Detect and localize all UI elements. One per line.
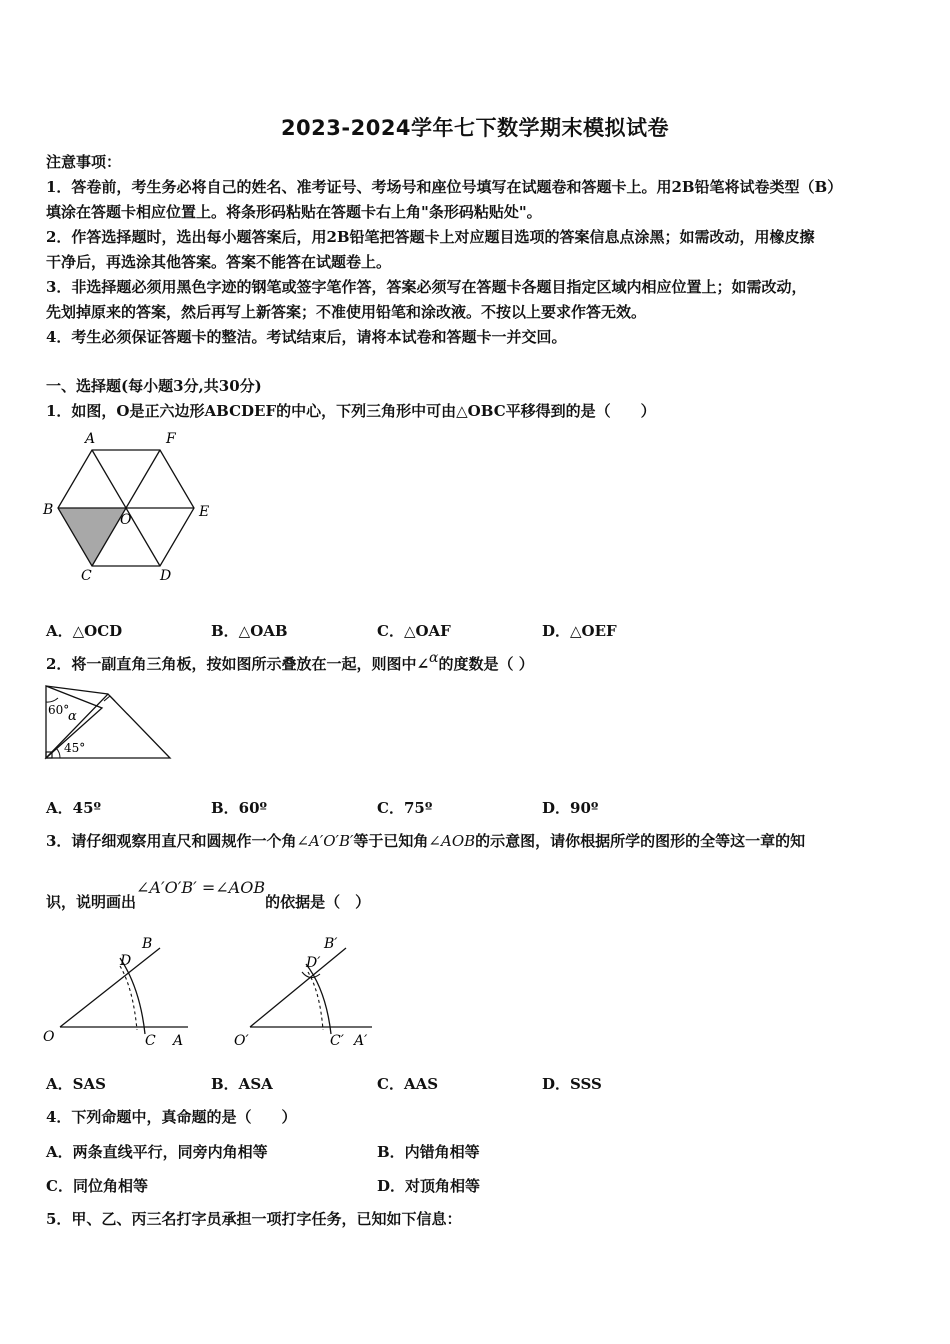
- notice-line: 3．非选择题必须用黑色字迹的钢笔或签字笔作答，答案必须写在答题卡各题目指定区域内相应位置上；如需改动，: [46, 278, 807, 296]
- notice-heading: 注意事项：: [46, 153, 122, 171]
- angle-construction-figure-right: [230, 930, 390, 1055]
- q3-stem-part: 的示意图，请你根据所学的图形的全等这一章的知: [475, 832, 806, 850]
- notice-line: 1．答卷前，考生务必将自己的姓名、准考证号、考场号和座位号填写在试题卷和答题卡上。用2B铅笔将试卷类型（B）: [46, 178, 843, 196]
- vertex-label-b: B: [43, 502, 54, 518]
- question-2-stem: [46, 650, 916, 675]
- point-label-c-prime: C′: [330, 1033, 344, 1049]
- q4-option-c[interactable]: C．同位角相等: [46, 1177, 148, 1195]
- question-3-stem-line2: [46, 878, 916, 912]
- angle-label-60: 60°: [48, 703, 70, 717]
- triangle-boards-figure: [40, 680, 180, 765]
- point-label-d: D: [120, 953, 132, 969]
- q4-option-a[interactable]: A．两条直线平行，同旁内角相等: [46, 1143, 268, 1161]
- q3-stem-part: 的依据是（ ）: [265, 893, 371, 911]
- ray-ob: [60, 948, 160, 1027]
- q3-stem-part: 3．请仔细观察用直尺和圆规作一个角: [46, 832, 297, 850]
- point-label-o: O: [43, 1029, 55, 1045]
- q3-stem-part: 识，说明画出: [46, 893, 137, 911]
- q3-angle-a-prime: ∠A′O′B′: [296, 832, 354, 850]
- point-label-d-prime: D′: [306, 955, 321, 971]
- point-label-o-prime: O′: [234, 1033, 249, 1049]
- q1-option-b[interactable]: B．△OAB: [211, 622, 288, 640]
- question-5-stem: 5．甲、乙、丙三名打字员承担一项打字任务，已知如下信息：: [46, 1210, 462, 1228]
- q4-option-d[interactable]: D．对顶角相等: [377, 1177, 481, 1195]
- notice-line: 填涂在答题卡相应位置上。将条形码粘贴在答题卡右上角"条形码粘贴处"。: [46, 203, 542, 221]
- q2-option-d[interactable]: D．90º: [542, 799, 599, 817]
- notice-line: 2．作答选择题时，选出每小题答案后，用2B铅笔把答题卡上对应题目选项的答案信息点涂黑；如需改动，用橡皮擦: [46, 228, 815, 246]
- point-label-b: B: [142, 936, 153, 952]
- point-label-a-prime: A′: [354, 1033, 368, 1049]
- angle-label-alpha: α: [68, 709, 77, 724]
- arc-dashed: [308, 972, 323, 1030]
- q3-equation: ∠A′O′B′ =∠AOB: [136, 878, 266, 897]
- vertex-label-f: F: [166, 431, 176, 447]
- arc-45: [56, 748, 60, 758]
- point-label-c: C: [145, 1033, 156, 1049]
- question-3-stem-line1: [46, 831, 916, 851]
- q4-option-b[interactable]: B．内错角相等: [377, 1143, 480, 1161]
- vertex-label-d: D: [160, 568, 172, 583]
- point-label-a: A: [173, 1033, 184, 1049]
- shaded-triangle-obc: [58, 508, 126, 566]
- point-label-b-prime: B′: [324, 936, 338, 952]
- notice-line: 干净后，再选涂其他答案。答案不能答在试题卷上。: [46, 253, 392, 271]
- q2-stem-before: 2．将一副直角三角板，按如图所示叠放在一起，则图中∠: [46, 655, 430, 673]
- q3-option-d[interactable]: D．SSS: [542, 1075, 602, 1093]
- notice-line: 4．考生必须保证答题卡的整洁。考试结束后，请将本试卷和答题卡一并交回。: [46, 328, 567, 346]
- vertex-label-c: C: [81, 568, 92, 583]
- question-1-stem: 1．如图，O是正六边形ABCDEF的中心，下列三角形中可由△OBC平移得到的是（ ）: [46, 402, 656, 420]
- q1-option-c[interactable]: C．△OAF: [377, 622, 451, 640]
- exam-title: 2023-2024学年七下数学期末模拟试卷: [280, 116, 670, 140]
- q3-option-b[interactable]: B．ASA: [211, 1075, 273, 1093]
- q2-option-a[interactable]: A．45º: [46, 799, 102, 817]
- section-heading: 一、选择题(每小题3分,共30分): [46, 377, 262, 395]
- angle-construction-figure-left: [40, 930, 200, 1055]
- question-4-stem: 4．下列命题中，真命题的是（ ）: [46, 1108, 297, 1126]
- angle-label-45: 45°: [64, 741, 86, 755]
- notice-line: 先划掉原来的答案，然后再写上新答案；不准使用铅笔和涂改液。不按以上要求作答无效。: [46, 303, 647, 321]
- hexagon-figure: [40, 428, 220, 583]
- q3-option-a[interactable]: A．SAS: [46, 1075, 106, 1093]
- vertex-label-a: A: [85, 431, 96, 447]
- arc-dashed: [120, 966, 137, 1030]
- q1-option-d[interactable]: D．△OEF: [542, 622, 617, 640]
- ray-o-prime-b-prime: [250, 948, 346, 1027]
- q2-stem-after: 的度数是（ ）: [438, 655, 534, 673]
- q2-option-b[interactable]: B．60º: [211, 799, 268, 817]
- q3-angle-aob: ∠AOB: [428, 832, 476, 850]
- q3-option-c[interactable]: C．AAS: [377, 1075, 439, 1093]
- q3-stem-part: 等于已知角: [353, 832, 429, 850]
- q2-alpha-symbol: α: [429, 650, 439, 666]
- q2-option-c[interactable]: C．75º: [377, 799, 433, 817]
- vertex-label-e: E: [199, 504, 210, 520]
- vertex-label-o: O: [120, 512, 132, 528]
- q1-option-a[interactable]: A．△OCD: [46, 622, 123, 640]
- arc-60: [46, 698, 58, 702]
